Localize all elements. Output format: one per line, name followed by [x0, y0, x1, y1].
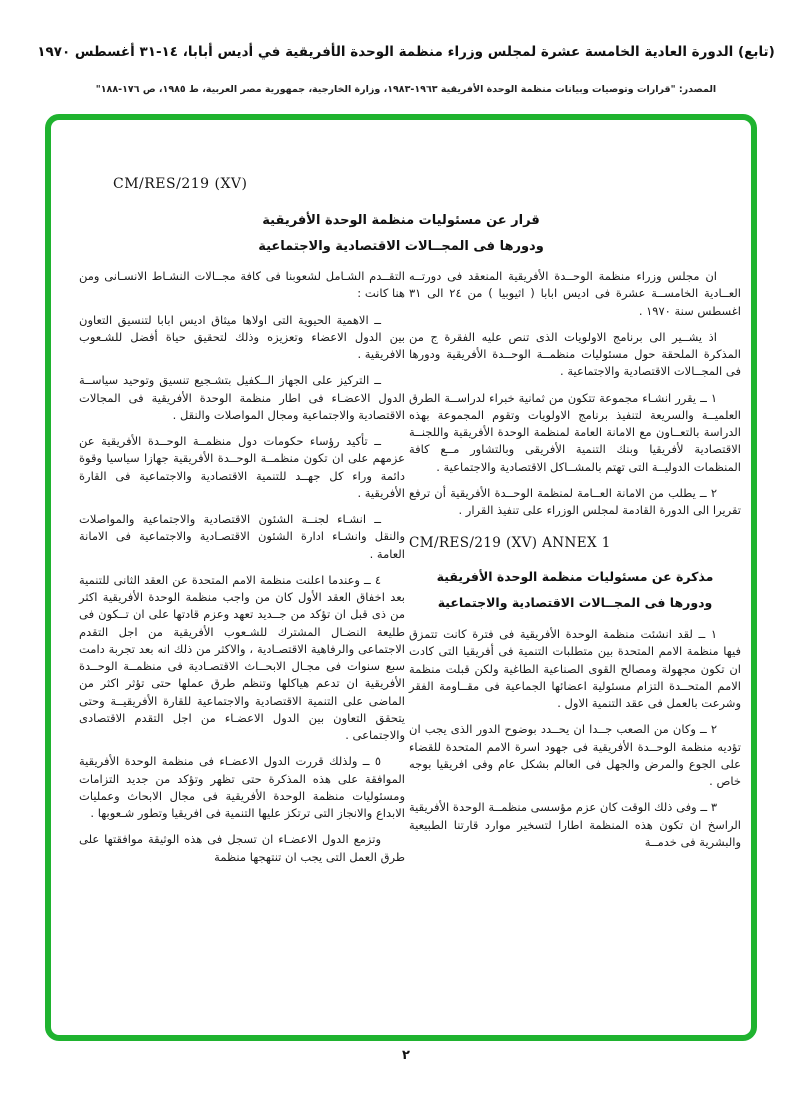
resolution-title-line1: قرار عن مسئوليات منظمة الوحدة الأفريقية [262, 213, 540, 228]
paragraph: ــ الاهمية الحيوية التى اولاها ميثاق اديس ابابا لتنسيق التعاون بين الدول الاعضاء وتعزيزه وذلك لتحقيق حياة أفضل للشـعوب الافريقية . [79, 312, 405, 361]
resolution-title-line2: ودورها فى المجــالات الاقتصادية والاجتماعية [258, 239, 544, 254]
page-number: ٢ [402, 1048, 410, 1063]
paragraph: ١ ــ يقرر انشـاء مجموعة تتكون من ثمانية خبراء لدراســة الطرق العلميــة والسريعة لتنفيذ برنامج الاولويات وتقوم المجموعة بهذه الدراسة بالتعــاون مع الامانة العامة لمنظمة الوحدة الأفريقية واللجنــة الاقتصادية لأفريقيا وبنك التنمية الأفريقى وبالتشاور مــع كافة المنظمات الدوليــة التى تهتم بالمشــاكل الاقتصادية والاجتماعية . [409, 390, 741, 474]
annex-title-line1: مذكرة عن مسئوليات منظمة الوحدة الأفريقية [436, 568, 714, 584]
paragraph: اذ يشــير الى برنامج الاولويات الذى تنص عليه الفقرة ج من المذكرة الملحقة حول مسئوليات منظمــة الوحــدة الأفريقية ودورها فى المجــالات الاقتصادية والاجتماعية . [409, 329, 741, 379]
paragraph: ١ ــ لقد انشئت منظمة الوحدة الأفريقية فى فترة كانت تتمزق فيها منظمة الامم المتحدة بين متطلبات التنمية فى أفريقيا التى كادت ان تكون مجهولة ومصالح القوى الصناعية الطاغية ولكن قبلت منظمة الامم المتحــدة التزام مسئولية اعضائها الجماعية فى مقــاومة الفقر وشرعت بالعمل فى عقد التنمية الاول . [409, 627, 741, 710]
paragraph: ٥ ــ ولذلك قررت الدول الاعضـاء فى منظمة الوحدة الأفريقية الموافقة على هذه المذكرة حتى تظهر وتؤكد من جديد التزامات ومسئوليات منظمة الوحدة الأفريقية فى مجال الابحاث وعمليات الابداع والانجاز التى ترتكز عليها التنمية فى افريقيا وتطور شـعوبها . [79, 754, 405, 820]
session-header-line: (تابع) الدورة العادية الخامسة عشرة لمجلس وزراء منظمة الوحدة الأفريقية في أديس أبابا، ١٤-٣١ أغسطس ١٩٧٠ [37, 44, 775, 60]
annex-title [409, 564, 741, 617]
paragraph: ٢ ــ يطلب من الامانة العــامة لمنظمة الوحــدة الأفريقية أن ترفع تقريرا الى الدورة القادمة لمجلس الوزراء على تنفيذ القرار . [409, 485, 741, 517]
column-right [409, 268, 741, 860]
paragraph: ٣ ــ وفى ذلك الوقت كان عزم مؤسسى منظمــة الوحدة الأفريقية الراسخ ان تكون هذه المنظمة اطارا لتسخير موارد قارتنا الطبيعية والبشرية فى خدمــة [409, 800, 741, 849]
paragraph: ــ تأكيد رؤساء حكومات دول منظمــة الوحــدة الأفريقية عن عزمهم على ان تكون منظمــة الوحــدة الأفريقية جهازا سياسيا وقوة دائمة وراء كل جهــد للتنمية الاقتصادية والاجتماعية فى القارة الأفريقية . [79, 434, 405, 500]
paragraph: ٢ ــ وكان من الصعب جــدا ان يحــدد بوضوح الدور الذى يجب ان تؤديه منظمة الوحــدة الأفريقية فى جهود اسرة الامم المتحدة للقضاء على الجوع والمرض والجهل فى العالم بشكل عام وفى افريقيا بوجه خاص . [409, 722, 741, 788]
paragraph: ــ انشـاء لجنــة الشئون الاقتصادية والاجتماعية والمواصلات والنقل وانشـاء ادارة الشئون الاقتصـادية والاجتماعية فى الامانة العامة . [79, 512, 405, 561]
paragraph: ــ التركيز على الجهاز الــكفيل بتشـجيع تنسيق وتوحيد سياســة الدول الاعضـاء فى اطار منظمة الوحدة الأفريقية فى المجالات الاقتصادية والاجتماعية ومجال المواصلات والنقل . [79, 373, 405, 422]
paragraph: ٤ ــ وعندما اعلنت منظمة الامم المتحدة عن العقد الثانى للتنمية بعد اخفاق العقد الأول كان من واجب منظمة الوحدة الأفريقية اكثر من ذى قبل ان تؤكد من جــديد تعهد وعزم قادتها على ان تــكون فى طليعة النضـال المشترك للشـعوب الأفريقية من اجل التقدم الاجتماعى والرفاهية الاقتصـادية ، والاكثر من ذلك انه بعد تجربة دامت سبع سنوات فى مجـال الابحــاث الاقتصـادية فى منظمــة الوحــدة الأفريقية ان تدعم هياكلها وتنظم طرق عملها حتى تؤثر اكثر من الماضى على التنمية الاقتصادية والاجتماعية للقارة الأفريقيــة وحتى يتحقق التعاون بين الدول الاعضـاء من اجل التقدم الاقتصادى والاجتماعى . [79, 572, 405, 742]
paragraph: وتزمع الدول الاعضـاء ان تسجل فى هذه الوثيقة موافقتها على طرق العمل التى يجب ان تنتهجها منظمة [79, 832, 405, 864]
annex-title-line2: ودورها فى المجــالات الاقتصادية والاجتماعية [437, 594, 713, 610]
resolution-title [51, 208, 751, 260]
source-citation-line: المصدر: "قرارات وتوصيات وبيانات منظمة الوحدة الأفريقية ١٩٦٣-١٩٨٣، وزارة الخارجية، جمهورية مصر العربية، ط ١٩٨٥، ص ١٧٦-١٨٨" [95, 84, 717, 95]
paragraph: ان مجلس وزراء منظمة الوحــدة الأفريقية المنعقد فى دورتــه العــادية الخامســة عشرة فى اديس ابابا ( اثيوبيا ) من ٢٤ الى ٣١ اغسطس سنة ١٩٧٠ . [409, 269, 741, 318]
column-left [79, 268, 405, 875]
paragraph: التقــدم الشـامل لشعوبنا فى كافة مجــالات النشـاط الانسـانى ومن هنا كانت : [79, 269, 405, 301]
highlight-box [45, 114, 757, 1041]
resolution-reference: CM/RES/219 (XV) [113, 176, 248, 192]
annex-reference: CM/RES/219 (XV) ANNEX 1 [409, 535, 611, 552]
